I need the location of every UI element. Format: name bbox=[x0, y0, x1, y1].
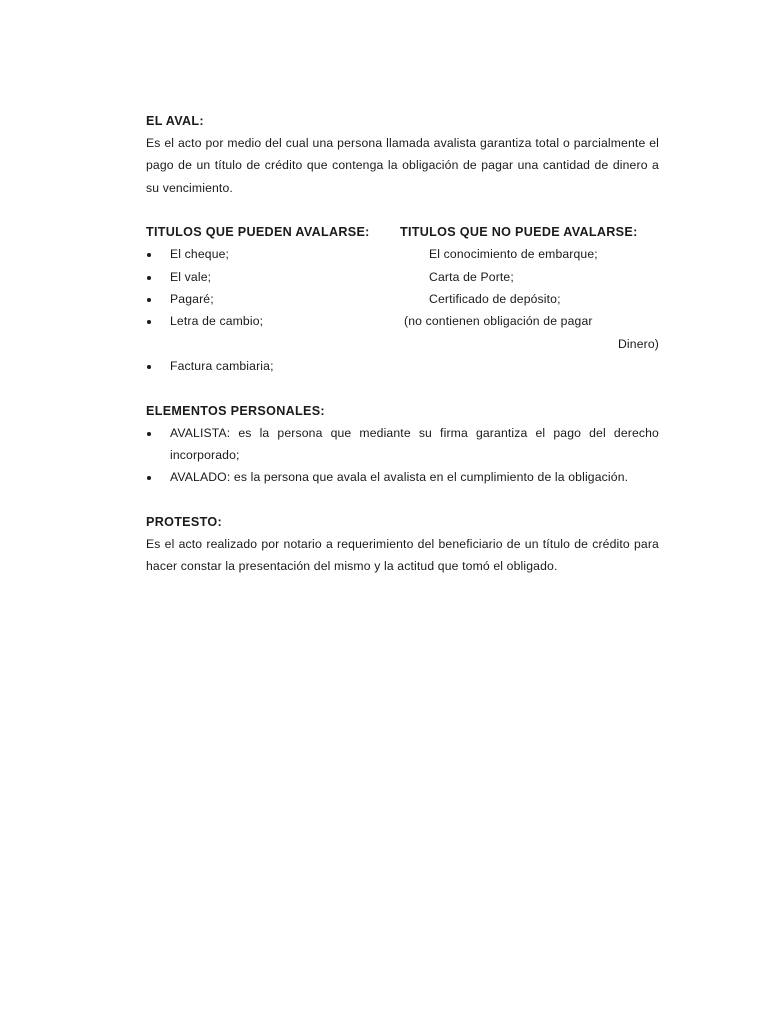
spacer bbox=[146, 378, 659, 400]
protesto-definition: Es el acto realizado por notario a requerimiento del beneficiario de un título de crédito para hacer constar la presentación del mismo y la actitud que tomó el obligado. bbox=[146, 536, 659, 574]
elemento-text: AVALADO: es la persona que avala el avalista en el cumplimiento de la obligación. bbox=[170, 470, 629, 485]
spacer bbox=[146, 199, 659, 221]
elemento-text: AVALISTA: es la persona que mediante su firma garantiza el pago del derecho incorporado; bbox=[170, 425, 659, 462]
titulos-row bbox=[146, 288, 659, 310]
titulos-row bbox=[146, 355, 659, 377]
titulos-row bbox=[146, 333, 659, 355]
titulo-no-puede-item: Certificado de depósito; bbox=[429, 292, 561, 306]
spacer bbox=[146, 489, 659, 511]
bullet-icon bbox=[146, 422, 156, 444]
protesto-heading: PROTESTO: bbox=[146, 514, 222, 529]
titulo-puede-item: El vale; bbox=[170, 269, 212, 284]
document-content bbox=[146, 110, 659, 578]
titulo-puede-item: El cheque; bbox=[170, 247, 230, 262]
titulos-row bbox=[146, 266, 659, 288]
titulos-row bbox=[146, 243, 659, 265]
titulos-headings bbox=[146, 221, 659, 243]
titulo-puede-item: Letra de cambio; bbox=[170, 314, 264, 329]
elementos-heading: ELEMENTOS PERSONALES: bbox=[146, 403, 325, 418]
aval-definition: Es el acto por medio del cual una persona llamada avalista garantiza total o parcialmente el pago de un título de crédito que contenga la obligación de pagar una cantidad de dinero a su vencimiento. bbox=[146, 136, 659, 195]
titulos-no-pueden-heading: TITULOS QUE NO PUEDE AVALARSE: bbox=[400, 225, 638, 240]
aval-heading: EL AVAL: bbox=[146, 114, 204, 128]
titulos-note-line: (no contienen obligación de pagar bbox=[404, 314, 593, 329]
elemento-item bbox=[146, 466, 659, 488]
titulo-no-puede-item: El conocimiento de embarque; bbox=[429, 247, 598, 262]
elemento-item bbox=[146, 422, 659, 467]
titulos-row bbox=[146, 310, 659, 332]
bullet-icon bbox=[146, 466, 156, 488]
titulo-puede-item: Pagaré; bbox=[170, 292, 214, 306]
titulo-no-puede-item: Carta de Porte; bbox=[429, 269, 514, 284]
titulos-pueden-heading: TITULOS QUE PUEDEN AVALARSE: bbox=[146, 225, 370, 240]
titulo-puede-item: Factura cambiaria; bbox=[170, 359, 274, 374]
titulos-note-line: Dinero) bbox=[617, 336, 659, 351]
